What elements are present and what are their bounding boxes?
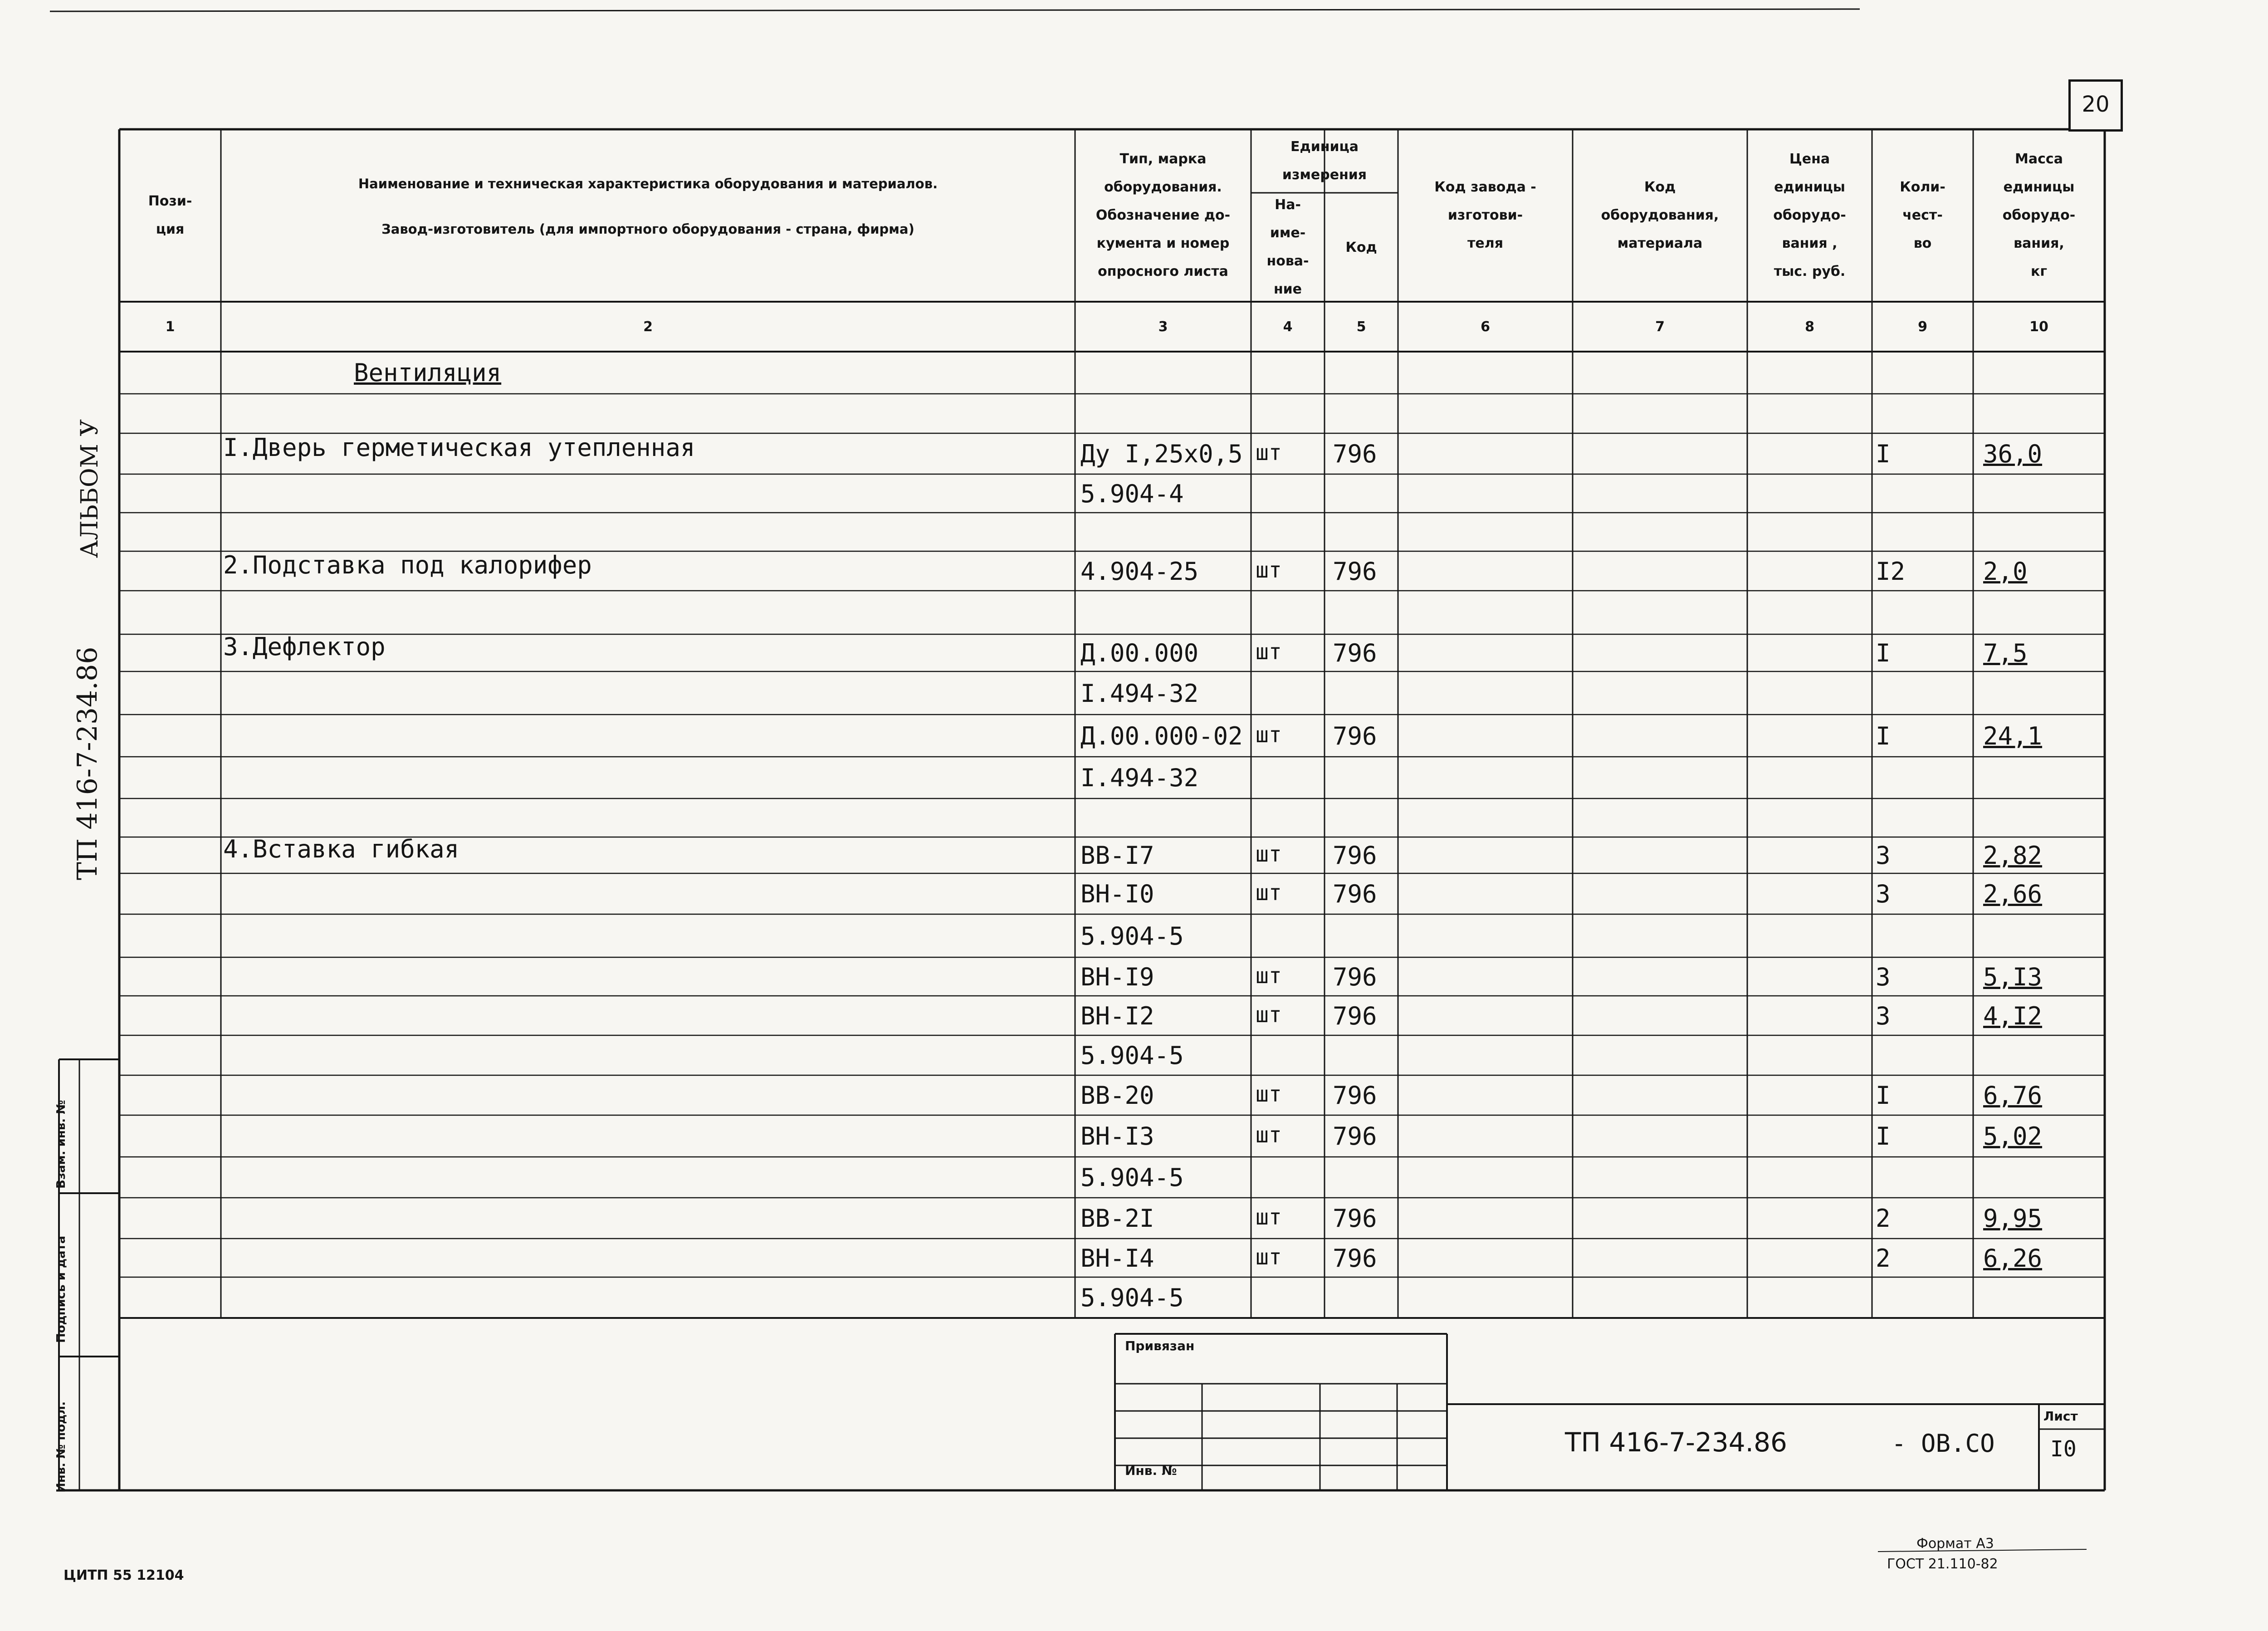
item-unit-code: 796 xyxy=(1333,962,1377,991)
item-unit: шт xyxy=(1256,1244,1282,1270)
header-unit-group-line: измерения xyxy=(1282,167,1367,183)
item-name: 2.Подставка под калорифер xyxy=(223,550,592,579)
header-name xyxy=(221,161,1075,252)
page-edge xyxy=(50,9,1860,11)
item-quantity: I xyxy=(1876,1122,1891,1151)
printer-code: ЦИТП 55 12104 xyxy=(64,1567,184,1583)
column-number: 3 xyxy=(1158,319,1168,335)
item-type: ВН-I2 xyxy=(1080,1001,1154,1030)
item-mass: 5,02 xyxy=(1983,1122,2043,1151)
header-price-line: единицы xyxy=(1774,179,1845,195)
item-unit: шт xyxy=(1256,880,1282,906)
header-equipment-code-line: Код xyxy=(1644,179,1676,195)
item-unit: шт xyxy=(1256,440,1282,465)
item-type: 5.904-5 xyxy=(1080,1163,1184,1192)
item-mass: 6,26 xyxy=(1983,1244,2043,1273)
header-name-line: Наименование и техническая характеристика оборудования и материалов. xyxy=(358,176,938,191)
item-mass: 36,0 xyxy=(1983,440,2043,468)
header-quantity-line: Коли- xyxy=(1900,179,1945,195)
item-type: I.494-32 xyxy=(1080,764,1199,792)
header-position-line: Пози- xyxy=(148,193,192,209)
item-mass: 2,0 xyxy=(1983,557,2028,586)
header-position xyxy=(119,187,221,244)
header-type xyxy=(1075,145,1251,286)
item-mass: 7,5 xyxy=(1983,639,2028,667)
item-name: 4.Вставка гибкая xyxy=(223,835,459,863)
header-price xyxy=(1747,145,1872,286)
column-number: 8 xyxy=(1805,319,1814,335)
item-mass: 2,66 xyxy=(1983,880,2043,908)
item-unit: шт xyxy=(1256,1002,1282,1028)
item-mass: 6,76 xyxy=(1983,1081,2043,1110)
item-unit: шт xyxy=(1256,722,1282,748)
header-equipment-code xyxy=(1573,173,1747,258)
item-type: ВВ-I7 xyxy=(1080,841,1154,870)
section-title: Вентиляция xyxy=(354,358,502,387)
item-quantity: 2 xyxy=(1876,1204,1891,1233)
header-equipment-code-line: оборудования, xyxy=(1601,207,1719,223)
header-quantity-line: во xyxy=(1913,235,1932,251)
album-label: АЛЬБОМ У xyxy=(76,419,103,558)
column-number: 1 xyxy=(165,319,175,335)
item-type: ВВ-2I xyxy=(1080,1204,1154,1233)
header-equipment-code-line: материала xyxy=(1617,235,1703,251)
column-number: 4 xyxy=(1283,319,1293,335)
item-type: 5.904-5 xyxy=(1080,921,1184,950)
item-type: 4.904-25 xyxy=(1080,557,1199,586)
item-unit-code: 796 xyxy=(1333,1001,1377,1030)
item-quantity: 3 xyxy=(1876,880,1891,908)
item-unit: шт xyxy=(1256,639,1282,665)
gost-standard: ГОСТ 21.110-82 xyxy=(1887,1556,1998,1572)
header-mass-line: Масса xyxy=(2015,151,2063,167)
item-unit: шт xyxy=(1256,1122,1282,1148)
item-quantity: I xyxy=(1876,639,1891,667)
header-mass-line: оборудо- xyxy=(2002,207,2076,223)
header-quantity xyxy=(1872,173,1973,258)
stamp-replaced-inventory: Взам. инв. № xyxy=(54,1100,68,1189)
item-quantity: I xyxy=(1876,721,1891,750)
column-number: 10 xyxy=(2029,319,2048,335)
item-type: 5.904-5 xyxy=(1080,1041,1184,1070)
header-position-line: ция xyxy=(156,221,185,237)
header-price-line: оборудо- xyxy=(1773,207,1846,223)
item-type: I.494-32 xyxy=(1080,679,1199,708)
stamp-signature-date: Подпись и дата xyxy=(54,1235,68,1343)
item-mass: 9,95 xyxy=(1983,1204,2043,1233)
header-price-line: тыс. руб. xyxy=(1774,264,1846,279)
item-unit: шт xyxy=(1256,963,1282,989)
item-quantity: 2 xyxy=(1876,1244,1891,1273)
corner-sheet-number: 20 xyxy=(2068,79,2123,132)
document-designation: ТП 416-7-234.86 xyxy=(1565,1427,1787,1458)
header-plant-code xyxy=(1398,173,1573,258)
header-mass-line: вания, xyxy=(2014,235,2064,251)
column-number: 7 xyxy=(1655,319,1665,335)
item-quantity: 3 xyxy=(1876,962,1891,991)
item-mass: 2,82 xyxy=(1983,841,2043,870)
item-unit-code: 796 xyxy=(1333,1244,1377,1273)
header-type-line: опросного листа xyxy=(1098,264,1228,279)
item-type: ВН-I9 xyxy=(1080,962,1154,991)
header-mass-line: единицы xyxy=(2003,179,2075,195)
item-unit-code: 796 xyxy=(1333,1081,1377,1110)
stamp-original-inventory: Инв. № подл. xyxy=(54,1401,68,1493)
header-price-line: Цена xyxy=(1789,151,1830,167)
item-quantity: 3 xyxy=(1876,1001,1891,1030)
item-type: ВН-I3 xyxy=(1080,1122,1154,1151)
header-unit-name-line: име- xyxy=(1270,225,1306,241)
item-type: ВН-I4 xyxy=(1080,1244,1154,1273)
column-number: 9 xyxy=(1918,319,1927,335)
item-mass: 5,I3 xyxy=(1983,962,2043,991)
item-type: Д.00.000-02 xyxy=(1080,721,1243,750)
header-unit-name xyxy=(1251,191,1325,304)
item-unit-code: 796 xyxy=(1333,1122,1377,1151)
column-number: 6 xyxy=(1481,319,1490,335)
item-type: 5.904-5 xyxy=(1080,1283,1184,1312)
header-type-line: оборудования. xyxy=(1104,179,1222,195)
column-number: 5 xyxy=(1356,319,1366,335)
item-quantity: I xyxy=(1876,440,1891,468)
bind-block-inventory: Инв. № xyxy=(1125,1463,1177,1478)
item-unit: шт xyxy=(1256,1082,1282,1107)
item-type: Ду I,25х0,5 xyxy=(1080,440,1243,468)
header-name-line: Завод-изготовитель (для импортного оборудования - страна, фирма) xyxy=(381,221,914,237)
header-plant-code-line: Код завода - xyxy=(1434,179,1536,195)
item-unit: шт xyxy=(1256,842,1282,867)
item-name: 3.Дефлектор xyxy=(223,632,386,661)
item-mass: 24,1 xyxy=(1983,721,2043,750)
header-type-line: кумента и номер xyxy=(1096,235,1230,251)
header-unit-name-line: На- xyxy=(1275,197,1301,213)
header-price-line: вания , xyxy=(1782,235,1838,251)
item-unit: шт xyxy=(1256,1205,1282,1230)
sheet-label: Лист xyxy=(2043,1409,2078,1424)
item-unit-code: 796 xyxy=(1333,440,1377,468)
item-mass: 4,I2 xyxy=(1983,1001,2043,1030)
header-quantity-line: чест- xyxy=(1902,207,1943,223)
bind-block-title: Привязан xyxy=(1125,1338,1195,1353)
item-unit-code: 796 xyxy=(1333,639,1377,667)
header-unit-group-line: Единица xyxy=(1290,139,1359,155)
sheet-number: I0 xyxy=(2050,1436,2077,1462)
item-name: I.Дверь герметическая утепленная xyxy=(223,433,695,462)
item-type: ВВ-20 xyxy=(1080,1081,1154,1110)
header-unit-group xyxy=(1251,133,1398,189)
header-unit-name-line: ние xyxy=(1273,281,1302,297)
item-type: Д.00.000 xyxy=(1080,639,1199,667)
document-suffix: - ОВ.СО xyxy=(1892,1429,1995,1458)
item-unit-code: 796 xyxy=(1333,880,1377,908)
item-quantity: I xyxy=(1876,1081,1891,1110)
header-mass-line: кг xyxy=(2030,264,2048,279)
item-unit-code: 796 xyxy=(1333,557,1377,586)
item-unit-code: 796 xyxy=(1333,721,1377,750)
item-unit: шт xyxy=(1256,557,1282,583)
header-type-line: Тип, марка xyxy=(1119,151,1207,167)
header-unit-code: Код xyxy=(1345,240,1377,255)
item-type: 5.904-4 xyxy=(1080,479,1184,508)
item-type: ВН-I0 xyxy=(1080,880,1154,908)
item-unit-code: 796 xyxy=(1333,1204,1377,1233)
column-number: 2 xyxy=(643,319,653,335)
item-quantity: 3 xyxy=(1876,841,1891,870)
header-unit-name-line: нова- xyxy=(1266,253,1309,269)
header-mass xyxy=(1973,145,2105,286)
header-type-line: Обозначение до- xyxy=(1095,207,1231,223)
project-margin-label: ТП 416-7-234.86 xyxy=(72,647,103,880)
header-plant-code-line: теля xyxy=(1467,235,1503,251)
item-quantity: I2 xyxy=(1876,557,1906,586)
item-unit-code: 796 xyxy=(1333,841,1377,870)
paper-format: Формат А3 xyxy=(1916,1536,1994,1552)
header-plant-code-line: изготови- xyxy=(1447,207,1523,223)
